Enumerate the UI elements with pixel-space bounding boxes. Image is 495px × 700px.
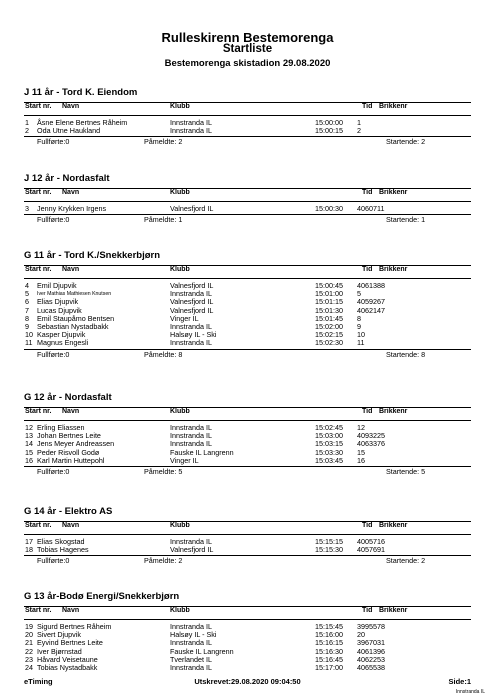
cell-brikke: 15 — [357, 447, 365, 457]
column-header-row — [24, 521, 471, 535]
cell-klubb: Valnesfjord IL — [170, 545, 214, 555]
class-title: G 12 år - Nordasfalt — [24, 392, 112, 403]
summary-startende: Startende: 5 — [386, 466, 426, 476]
column-header-row — [24, 188, 471, 202]
cell-navn: Sebastian Nystadbakk — [37, 321, 109, 331]
column-header-tid: Tid — [362, 103, 373, 110]
page-subtitle: Startliste — [222, 43, 273, 55]
cell-navn: Sivert Djupvik — [37, 630, 81, 640]
cell-brikke: 11 — [357, 338, 365, 348]
column-header-navn: Navn — [62, 189, 80, 196]
cell-start: 24 — [25, 662, 33, 672]
cell-klubb: Vinger IL — [170, 313, 199, 323]
cell-brikke: 4005716 — [357, 537, 385, 546]
cell-brikke: 4063376 — [357, 439, 385, 449]
class-section — [24, 391, 471, 478]
cell-tid: 15:17:00 — [315, 662, 343, 672]
cell-klubb: Halsøy IL - Ski — [170, 630, 217, 640]
table-row — [24, 457, 471, 465]
column-header-row — [24, 102, 471, 116]
cell-start: 23 — [25, 654, 33, 664]
cell-navn: Åsne Elene Bertnes Råheim — [37, 118, 128, 127]
cell-navn: Tobias Nystadbakk — [37, 662, 98, 672]
cell-navn: Elias Skogstad — [37, 537, 85, 546]
cell-brikke: 2 — [357, 126, 361, 136]
footer-club: Innstranda IL — [455, 689, 485, 695]
cell-start: 11 — [25, 338, 33, 348]
cell-start: 12 — [25, 423, 33, 432]
cell-klubb: Vinger IL — [170, 455, 199, 465]
column-header-navn: Navn — [62, 103, 80, 110]
cell-brikke: 12 — [357, 423, 365, 432]
section-summary — [24, 214, 471, 226]
column-header-tid: Tid — [362, 189, 373, 196]
cell-klubb: Innstranda IL — [170, 289, 212, 299]
cell-start: 13 — [25, 431, 33, 441]
cell-brikke: 4065538 — [357, 662, 385, 672]
cell-brikke: 4061396 — [357, 646, 385, 656]
column-header-tid: Tid — [362, 266, 373, 273]
cell-navn: Eyvind Bertnes Leite — [37, 638, 103, 648]
cell-brikke: 4057691 — [357, 545, 385, 555]
column-header-brikke: Brikkenr — [379, 607, 408, 614]
class-title: G 14 år - Elektro AS — [24, 506, 113, 517]
cell-tid: 15:03:45 — [315, 455, 343, 465]
cell-brikke: 4093225 — [357, 431, 385, 441]
class-title: J 12 år - Nordasfalt — [24, 173, 110, 184]
class-section — [24, 590, 471, 672]
table-row — [24, 339, 471, 347]
summary-fullforte: Fullførte:0 — [37, 137, 70, 147]
cell-tid: 15:00:30 — [315, 204, 343, 213]
column-header-start: Start nr. — [25, 607, 52, 614]
column-header-tid: Tid — [362, 522, 373, 529]
cell-tid: 15:15:15 — [315, 537, 343, 546]
summary-pameldte: Påmeldte: 1 — [144, 215, 183, 225]
cell-navn: Håvard Veisetaune — [37, 654, 98, 664]
cell-brikke: 4062147 — [357, 305, 385, 315]
column-header-row — [24, 407, 471, 421]
column-header-tid: Tid — [362, 408, 373, 415]
cell-start: 19 — [25, 622, 33, 631]
cell-navn: Oda Utne Haukland — [37, 126, 101, 136]
column-header-start: Start nr. — [25, 103, 52, 110]
cell-klubb: Innstranda IL — [170, 439, 212, 449]
footer-brand: eTiming — [24, 677, 53, 686]
cell-start: 9 — [25, 321, 29, 331]
cell-klubb: Innstranda IL — [170, 423, 212, 432]
cell-brikke: 9 — [357, 321, 361, 331]
cell-tid: 15:02:00 — [315, 321, 343, 331]
cell-start: 2 — [25, 126, 29, 136]
cell-navn: Peder Risvoll Godø — [37, 447, 100, 457]
cell-start: 14 — [25, 439, 33, 449]
cell-tid: 15:02:30 — [315, 338, 343, 348]
cell-tid: 15:00:45 — [315, 281, 343, 290]
column-header-start: Start nr. — [25, 522, 52, 529]
summary-startende: Startende: 2 — [386, 137, 426, 147]
cell-tid: 15:03:00 — [315, 431, 343, 441]
class-section — [24, 505, 471, 567]
cell-brikke: 10 — [357, 330, 365, 340]
column-header-row — [24, 265, 471, 279]
summary-pameldte: Påmeldte: 8 — [144, 349, 183, 359]
cell-start: 16 — [25, 455, 33, 465]
section-summary — [24, 555, 471, 567]
footer-page: Side:1 — [448, 677, 471, 686]
table-row — [24, 538, 471, 546]
cell-klubb: Innstranda IL — [170, 622, 212, 631]
footer-printed: Utskrevet:29.08.2020 09:04:50 — [194, 677, 301, 686]
cell-tid: 15:16:30 — [315, 646, 343, 656]
cell-start: 1 — [25, 118, 29, 127]
column-header-klubb: Klubb — [170, 408, 190, 415]
cell-tid: 15:16:15 — [315, 638, 343, 648]
cell-brikke: 1 — [357, 118, 361, 127]
cell-start: 4 — [25, 281, 29, 290]
cell-klubb: Halsøy IL - Ski — [170, 330, 217, 340]
column-header-brikke: Brikkenr — [379, 103, 408, 110]
page-title: Rulleskirenn Bestemorenga — [161, 30, 334, 45]
cell-navn: Erling Eliassen — [37, 423, 85, 432]
cell-klubb: Innstranda IL — [170, 638, 212, 648]
cell-navn: Jenny Krykken Irgens — [37, 204, 107, 213]
cell-brikke: 20 — [357, 630, 365, 640]
summary-pameldte: Påmeldte: 2 — [144, 137, 183, 147]
column-header-klubb: Klubb — [170, 189, 190, 196]
summary-pameldte: Påmeldte: 5 — [144, 466, 183, 476]
table-row — [24, 282, 471, 290]
section-summary — [24, 466, 471, 478]
cell-tid: 15:00:15 — [315, 126, 343, 136]
cell-klubb: Tverlandet IL — [170, 654, 212, 664]
column-header-brikke: Brikkenr — [379, 408, 408, 415]
cell-brikke: 4059267 — [357, 297, 385, 307]
cell-klubb: Innstranda IL — [170, 338, 212, 348]
cell-navn: Tobias Hagenes — [37, 545, 89, 555]
column-header-navn: Navn — [62, 408, 80, 415]
column-header-klubb: Klubb — [170, 266, 190, 273]
class-section — [24, 86, 471, 148]
cell-tid: 15:01:30 — [315, 305, 343, 315]
cell-start: 3 — [25, 204, 29, 213]
cell-navn: Johan Bertnes Leite — [37, 431, 101, 441]
column-header-start: Start nr. — [25, 266, 52, 273]
cell-klubb: Valnesfjord IL — [170, 305, 214, 315]
column-header-klubb: Klubb — [170, 607, 190, 614]
cell-start: 20 — [25, 630, 33, 640]
column-header-start: Start nr. — [25, 189, 52, 196]
cell-start: 18 — [25, 545, 33, 555]
cell-klubb: Innstranda IL — [170, 662, 212, 672]
cell-tid: 15:03:15 — [315, 439, 343, 449]
cell-tid: 15:15:45 — [315, 622, 343, 631]
cell-navn: Elias Djupvik — [37, 297, 79, 307]
section-summary — [24, 349, 471, 361]
class-title: G 11 år - Tord K./Snekkerbjørn — [24, 250, 161, 261]
cell-navn: Jens Meyer Andreassen — [37, 439, 115, 449]
cell-start: 21 — [25, 638, 33, 648]
cell-klubb: Valnesfjord IL — [170, 204, 214, 213]
cell-tid: 15:02:15 — [315, 330, 343, 340]
cell-brikke: 8 — [357, 313, 361, 323]
cell-tid: 15:16:45 — [315, 654, 343, 664]
cell-brikke: 5 — [357, 289, 361, 299]
cell-tid: 15:03:30 — [315, 447, 343, 457]
class-section — [24, 249, 471, 361]
cell-brikke: 16 — [357, 455, 365, 465]
table-row — [24, 323, 471, 331]
table-row — [24, 290, 471, 298]
cell-navn: Sigurd Bertnes Råheim — [37, 622, 112, 631]
cell-navn: Emil Djupvik — [37, 281, 77, 290]
cell-klubb: Innstranda IL — [170, 118, 212, 127]
column-header-start: Start nr. — [25, 408, 52, 415]
cell-klubb: Innstranda IL — [170, 126, 212, 136]
table-row — [24, 623, 471, 631]
class-title: G 13 år-Bodø Energi/Snekkerbjørn — [24, 591, 180, 602]
cell-brikke: 3967031 — [357, 638, 385, 648]
cell-navn: Kasper Djupvik — [37, 330, 86, 340]
table-row — [24, 331, 471, 339]
column-header-brikke: Brikkenr — [379, 189, 408, 196]
column-header-navn: Navn — [62, 266, 80, 273]
column-header-navn: Navn — [62, 522, 80, 529]
column-header-navn: Navn — [62, 607, 80, 614]
column-header-klubb: Klubb — [170, 522, 190, 529]
column-header-klubb: Klubb — [170, 103, 190, 110]
cell-tid: 15:00:00 — [315, 118, 343, 127]
summary-fullforte: Fullførte:0 — [37, 466, 70, 476]
cell-start: 15 — [25, 447, 33, 457]
cell-brikke: 4060711 — [357, 204, 385, 213]
cell-tid: 15:16:00 — [315, 630, 343, 640]
cell-klubb: Fauske IL Langrenn — [170, 447, 234, 457]
table-row — [24, 205, 471, 213]
event-venue-date: Bestemorenga skistadion 29.08.2020 — [164, 58, 331, 69]
column-header-tid: Tid — [362, 607, 373, 614]
cell-navn: Lucas Djupvik — [37, 305, 82, 315]
cell-klubb: Innstranda IL — [170, 321, 212, 331]
summary-fullforte: Fullførte:0 — [37, 556, 70, 566]
summary-fullforte: Fullførte:0 — [37, 349, 70, 359]
cell-start: 8 — [25, 313, 29, 323]
section-summary — [24, 136, 471, 148]
table-row — [24, 298, 471, 306]
cell-start: 6 — [25, 297, 29, 307]
cell-navn: Emil Staupåmo Bentsen — [37, 313, 115, 323]
cell-klubb: Fauske IL Langrenn — [170, 646, 234, 656]
cell-start: 5 — [25, 289, 29, 299]
cell-klubb: Innstranda IL — [170, 537, 212, 546]
cell-start: 10 — [25, 330, 33, 340]
column-header-row — [24, 606, 471, 620]
table-row — [24, 127, 471, 135]
summary-startende: Startende: 2 — [386, 556, 426, 566]
table-row — [24, 639, 471, 647]
cell-tid: 15:02:45 — [315, 423, 343, 432]
cell-klubb: Innstranda IL — [170, 431, 212, 441]
cell-start: 7 — [25, 305, 29, 315]
table-row — [24, 664, 471, 672]
cell-brikke: 4062253 — [357, 654, 385, 664]
cell-navn: Iver Bjørnstad — [37, 646, 82, 656]
class-section — [24, 172, 471, 226]
cell-tid: 15:01:15 — [315, 297, 343, 307]
table-row — [24, 546, 471, 554]
cell-klubb: Valnesfjord IL — [170, 297, 214, 307]
cell-tid: 15:01:45 — [315, 313, 343, 323]
cell-tid: 15:01:00 — [315, 289, 343, 299]
cell-brikke: 3995578 — [357, 622, 385, 631]
column-header-brikke: Brikkenr — [379, 266, 408, 273]
cell-navn: Karl Martin Huttepohl — [37, 455, 105, 465]
class-title: J 11 år - Tord K. Eiendom — [24, 87, 138, 98]
summary-startende: Startende: 1 — [386, 215, 426, 225]
cell-klubb: Valnesfjord IL — [170, 281, 214, 290]
column-header-brikke: Brikkenr — [379, 522, 408, 529]
summary-pameldte: Påmeldte: 2 — [144, 556, 183, 566]
cell-navn: Magnus Engesli — [37, 338, 89, 348]
summary-fullforte: Fullførte:0 — [37, 215, 70, 225]
cell-navn: Iver Mathias Mathiesen Knutsen — [37, 291, 112, 298]
cell-tid: 15:15:30 — [315, 545, 343, 555]
summary-startende: Startende: 8 — [386, 349, 426, 359]
cell-start: 22 — [25, 646, 33, 656]
cell-start: 17 — [25, 537, 33, 546]
cell-brikke: 4061388 — [357, 281, 385, 290]
